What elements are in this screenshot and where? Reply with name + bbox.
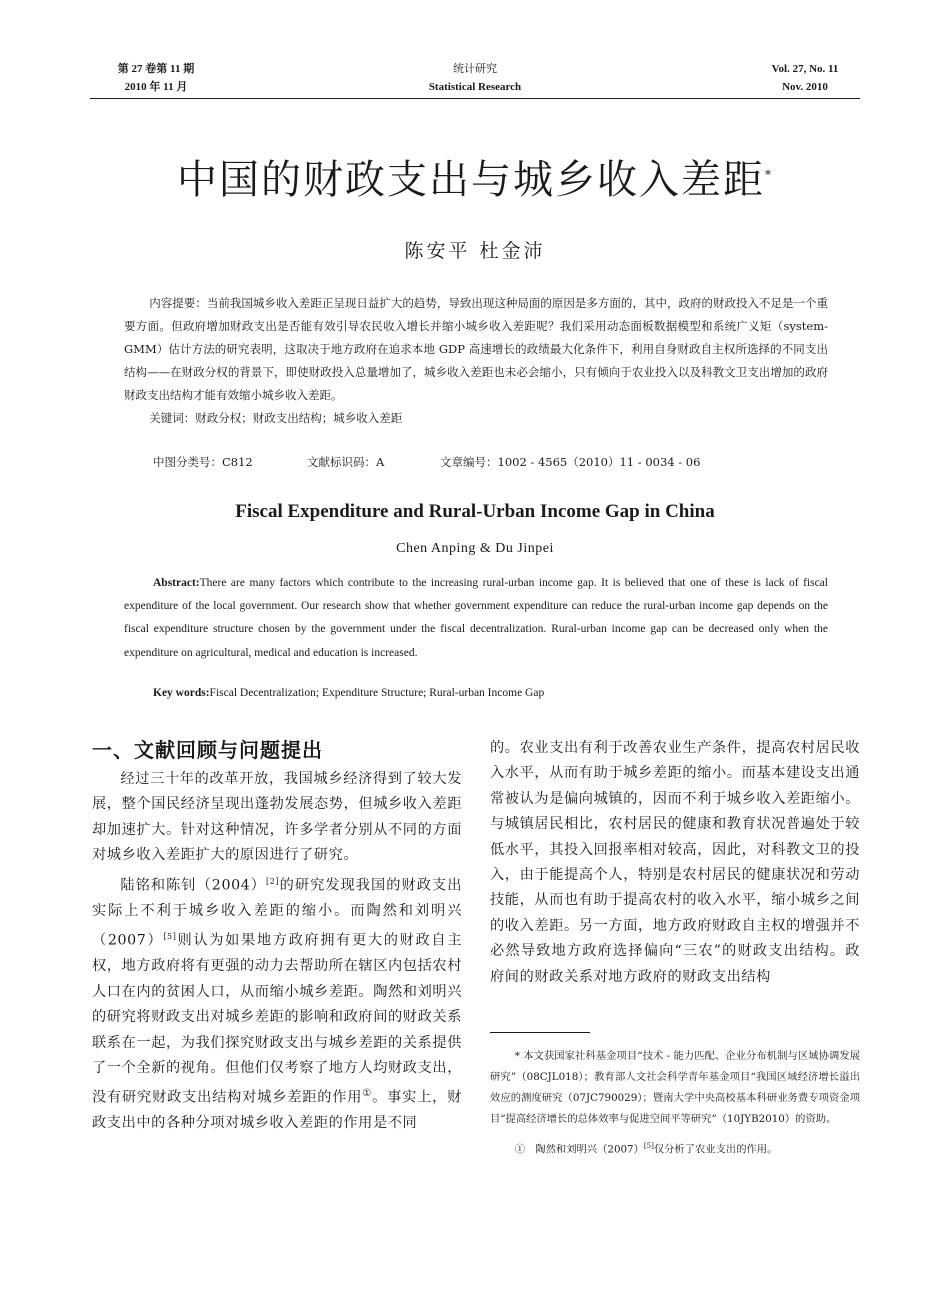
footnote-ref: ① — [362, 1088, 373, 1100]
document-code: 文献标识码：A — [307, 455, 385, 469]
abstract-en-text: There are many factors which contribute to the increasing rural-urban income gap. It is believed that one of these is lack of fiscal expenditure of the local government. Our research show that whether government expenditure can reduce the rural-urban income gap depends on the fiscal expenditure structure chosen by the government under the fiscal decentralization. Rural-urban income gap can be decreased only when the expenditure on agricultural, medical and education is increased. — [124, 577, 828, 659]
keywords-en-label: Key words: — [153, 687, 210, 699]
journal-name — [380, 60, 570, 96]
journal-name-cn: 统计研究 — [453, 63, 497, 75]
footnote-1-a: ① 陶然和刘明兴（2007） — [514, 1143, 644, 1156]
header-rule — [90, 98, 860, 99]
citation-ref: [5] — [643, 1142, 654, 1150]
citation-ref: [5] — [163, 932, 177, 942]
paper-authors-en: Chen Anping & Du Jinpei — [396, 541, 554, 556]
journal-issue-en — [730, 60, 880, 96]
paper-title-text: 中国的财政支出与城乡收入差距 — [177, 157, 765, 203]
abstract-cn-block — [124, 292, 828, 430]
footnote-rule — [490, 1032, 590, 1033]
footnote-funding: * 本文获国家社科基金项目“技术 - 能力匹配、企业分布机制与区域协调发展研究”（08CJL018）；教育部人文社会科学青年基金项目“我国区域经济增长溢出效应的测度研究（07JC790029）；暨南大学中央高校基本科研业务费专项资金项目“提高经济增长的总体效率与促进空间平等研究”（10JYB2010）的资助。 — [490, 1050, 860, 1125]
footnotes — [490, 1046, 860, 1160]
body-right-column — [490, 736, 860, 990]
abstract-en-label: Abstract: — [153, 577, 200, 589]
body-paragraph-1: 经过三十年的改革开放，我国城乡经济得到了较大发展，整个国民经济呈现出蓬勃发展态势，但城乡收入差距却加速扩大。针对这种情况，许多学者分别从不同的方面对城乡收入差距扩大的原因进行了研究。 — [92, 771, 462, 864]
body-paragraph-right: 的。农业支出有利于改善农业生产条件，提高农村居民收入水平，从而有助于城乡差距的缩小。而基本建设支出通常被认为是偏向城镇的，因而不利于城乡收入差距缩小。与城镇居民相比，农村居民的健康和教育状况普遍处于较低水平，其投入回报率相对较高，因此，对科教文卫的投入，由于能提高个人，特别是农村居民的健康状况和劳动技能，从而也有助于提高农村的收入水平，缩小城乡之间的收入差距。另一方面，地方政府财政自主权的增强并不必然导致地方政府选择偏向“三农”的财政支出结构。政府间的财政关系对地方政府的财政支出结构 — [490, 740, 860, 985]
citation-ref: [2] — [266, 876, 280, 886]
footnote-1 — [490, 1136, 860, 1160]
abstract-cn: 内容提要：当前我国城乡收入差距正呈现日益扩大的趋势，导致出现这种局面的原因是多方面的，其中，政府的财政投入不足是一个重要方面。但政府增加财政支出是否能有效引导农民收入增长并缩小城乡收入差距呢？我们采用动态面板数据模型和系统广义矩（system-GMM）估计方法的研究表明，这取决于地方政府在追求本地 GDP 高速增长的政绩最大化条件下，利用自身财政自主权所选择的不同支出结构——在财政分权的背景下，即使财政投入总量增加了，城乡收入差距也未必会缩小，只有倾向于农业投入以及科教文卫支出增加的政府财政支出结构才能有效缩小城乡收入差距。 — [124, 296, 828, 402]
section-heading: 一、文献回顾与问题提出 — [92, 738, 323, 762]
article-number: 文章编号：1002 - 4565（2010）11 - 0034 - 06 — [440, 455, 701, 469]
para2-part-b: 的研究发现我国的财政支出实际上不利于城乡收入差距的缩小。而陶然和刘明兴（2007） — [92, 877, 462, 949]
journal-issue-cn — [96, 60, 216, 96]
keywords-en-text: Fiscal Decentralization; Expenditure Structure; Rural-urban Income Gap — [209, 687, 545, 699]
paper-title-en: Fiscal Expenditure and Rural-Urban Income Gap in China — [235, 501, 715, 522]
keywords-cn: 关键词：财政分权；财政支出结构；城乡收入差距 — [149, 411, 403, 425]
paper-authors: 陈安平 杜金沛 — [404, 240, 546, 262]
classification-line — [153, 452, 700, 472]
title-footnote-mark: * — [765, 167, 773, 182]
para2-part-a: 陆铭和陈钊（2004） — [120, 877, 267, 894]
journal-name-en: Statistical Research — [428, 81, 522, 93]
para2-part-c: 则认为如果地方政府拥有更大的财政自主权，地方政府将有更强的动力去帮助所在辖区内包括农村人口在内的贫困人口，从而缩小城乡差距。陶然和刘明兴的研究将财政支出对城乡差距的影响和政府间的财政关系联系在一起，为我们探究财政支出与城乡差距的关系提供了一个全新的视角。但他们仅考察了地方人均财政支出，没有研究财政支出结构对城乡差距的作用 — [92, 932, 462, 1107]
issue-date: 2010 年 11 月 — [124, 81, 188, 93]
issue-date-en: Nov. 2010 — [782, 81, 828, 93]
issue-volume-en: Vol. 27, No. 11 — [771, 63, 839, 75]
para2-part-d: 。事实上，财政支出中的各种分项对城乡收入差距的作用是不同 — [92, 1090, 462, 1132]
body-paragraph-2 — [92, 869, 462, 1137]
classification-code: 中图分类号：C812 — [153, 455, 253, 469]
keywords-en — [153, 687, 544, 699]
body-left-column — [92, 735, 462, 1137]
issue-volume: 第 27 卷第 11 期 — [117, 63, 195, 75]
abstract-en — [124, 572, 828, 665]
footnote-1-b: 仅分析了农业支出的作用。 — [653, 1143, 778, 1156]
paper-title — [90, 148, 860, 205]
